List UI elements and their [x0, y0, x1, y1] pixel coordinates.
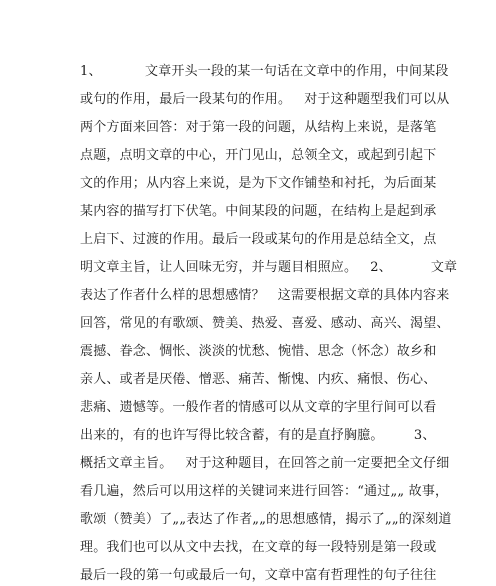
text-line: 最后一段的第一句或最后一句，文章中富有哲理性的句子往往 — [80, 568, 437, 583]
text-line: 表达了作者什么样的思想感情？ 这需要根据文章的具体内容来 — [80, 288, 450, 303]
text-line: 震撼、眷念、惆怅、淡淡的忧愁、惋惜、思念（怀念）故乡和 — [80, 344, 437, 359]
text-line: 看几遍，然后可以用这样的关键词来进行回答：“通过„„ 故事， — [80, 484, 449, 499]
text-line: 1、 文章开头一段的某一句话在文章中的作用，中间某段 — [80, 64, 449, 79]
text-line: 明文章主旨，让人回味无穷，并与题目相照应。 2、 文章 — [80, 260, 458, 275]
text-line: 概括文章主旨。 对于这种题目，在回答之前一定要把全文仔细 — [80, 456, 450, 471]
text-line: 亲人、或者是厌倦、憎恶、痛苦、惭愧、内疚、痛恨、伤心、 — [80, 372, 437, 387]
text-line: 理。我们也可以从文中去找，在文章的每一段特别是第一段或 — [80, 540, 437, 555]
text-line: 悲痛、遗憾等。一般作者的情感可以从文章的字里行间可以看 — [80, 400, 437, 415]
text-line: 上启下、过渡的作用。最后一段或某句的作用是总结全文，点 — [80, 232, 437, 247]
text-line: 或句的作用，最后一段某句的作用。 对于这种题型我们可以从 — [80, 92, 450, 107]
text-line: 回答，常见的有歌颂、赞美、热爱、喜爱、感动、高兴、渴望、 — [80, 316, 450, 331]
text-line: 歌颂（赞美）了„„表达了作者„„的思想感情，揭示了„„的深刻道 — [80, 512, 452, 527]
text-line: 点题，点明文章的中心，开门见山，总领全文，或起到引起下 — [80, 148, 437, 163]
text-line: 某内容的描写打下伏笔。中间某段的问题，在结构上是起到承 — [80, 204, 437, 219]
text-line: 文的作用；从内容上来说，是为下文作铺垫和衬托，为后面某 — [80, 176, 437, 191]
text-line: 两个方面来回答：对于第一段的问题，从结构上来说，是落笔 — [80, 120, 437, 135]
text-line: 出来的，有的也许写得比较含蓄，有的是直抒胸臆。 3、 — [80, 428, 436, 443]
